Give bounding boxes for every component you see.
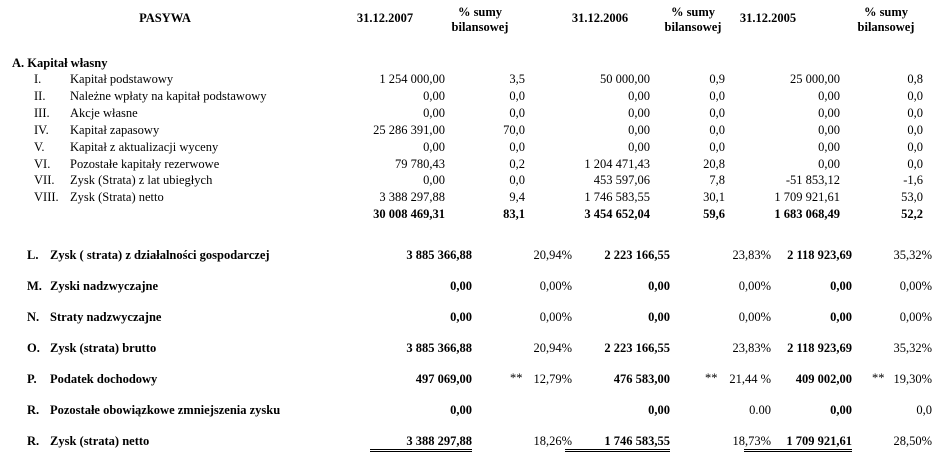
summary-value-2005: 0,00 — [830, 403, 852, 417]
summary-pct-2005: 35,32% — [893, 248, 932, 262]
summary-label: Zysk (strata) netto — [50, 434, 150, 448]
pct-2006: 0,0 — [709, 123, 725, 137]
header-title: PASYWA — [139, 11, 191, 25]
row-label: Kapitał zapasowy — [70, 123, 160, 137]
pct-2007: 9,4 — [509, 190, 525, 204]
summary-pct-2007: 0,00% — [539, 279, 572, 293]
summary-value-2006: 0,00 — [648, 279, 670, 293]
value-2007: 0,00 — [423, 173, 445, 187]
summary-pct-2007: 20,94% — [533, 248, 572, 262]
summary-value-2005: 0,00 — [830, 279, 852, 293]
total-value-2007: 30 008 469,31 — [373, 207, 445, 221]
total-value-2005: 1 683 068,49 — [774, 207, 840, 221]
pct-2005: 0,0 — [907, 123, 923, 137]
summary-value-2005: 2 118 923,69 — [787, 341, 852, 355]
pct-2006: 0,0 — [709, 89, 725, 103]
pct-2005: 0,8 — [907, 72, 923, 86]
row-label: Akcje własne — [70, 106, 138, 120]
header-pct-2007-line2: bilansowej — [451, 20, 509, 34]
header-date-2005: 31.12.2005 — [739, 11, 797, 25]
row-label: Zysk (Strata) z lat ubiegłych — [70, 173, 213, 187]
value-2005: 0,00 — [818, 106, 840, 120]
summary-pct-2007: 20,94% — [533, 341, 572, 355]
summary-value-2007: 497 069,00 — [415, 372, 472, 386]
summary-pct-2005: 35,32% — [893, 341, 932, 355]
header-pct-2006-line1: % sumy — [670, 5, 716, 19]
summary-pct-2007: 12,79% — [533, 372, 572, 386]
row-number: III. — [34, 106, 50, 120]
summary-letter: P. — [27, 372, 37, 386]
header-date-2006: 31.12.2006 — [571, 11, 629, 25]
value-2005: 0,00 — [818, 157, 840, 171]
pct-2006: 30,1 — [703, 190, 725, 204]
summary-value-2005: 409 002,00 — [795, 372, 852, 386]
value-2007: 79 780,43 — [395, 157, 445, 171]
pct-2006: 7,8 — [709, 173, 725, 187]
section-a-title: A. Kapitał własny — [12, 56, 108, 70]
row-number: IV. — [34, 123, 49, 137]
summary-pct-2005: 0,00% — [899, 279, 932, 293]
value-2007: 1 254 000,00 — [379, 72, 445, 86]
value-2006: 0,00 — [628, 89, 650, 103]
value-2007: 0,00 — [423, 106, 445, 120]
summary-pct-2005: 0,0 — [916, 403, 932, 417]
summary-pct-2006: 21,44 % — [729, 372, 771, 386]
pct-2006: 0,0 — [709, 140, 725, 154]
header-date-2007: 31.12.2007 — [356, 11, 414, 25]
asterisk-note-2006: ** — [705, 371, 718, 385]
summary-pct-2005: 19,30% — [893, 372, 932, 386]
summary-pct-2006: 18,73% — [732, 434, 771, 448]
value-2005: 1 709 921,61 — [774, 190, 840, 204]
summary-pct-2005: 28,50% — [893, 434, 932, 448]
total-value-2006: 3 454 652,04 — [584, 207, 650, 221]
value-2006: 0,00 — [628, 140, 650, 154]
row-number: VI. — [34, 157, 51, 171]
summary-letter: R. — [27, 434, 40, 448]
summary-value-2005: 0,00 — [830, 310, 852, 324]
header-pct-2005-line1: % sumy — [863, 5, 909, 19]
summary-letter: N. — [27, 310, 40, 324]
pct-2005: 0,0 — [907, 106, 923, 120]
summary-label: Podatek dochodowy — [50, 372, 158, 386]
summary-label: Zysk (strata) brutto — [50, 341, 157, 355]
summary-label: Zyski nadzwyczajne — [50, 279, 158, 293]
summary-label: Pozostałe obowiązkowe zmniejszenia zysku — [50, 403, 281, 417]
summary-value-2007: 3 885 366,88 — [406, 248, 472, 262]
pct-2006: 20,8 — [703, 157, 725, 171]
total-pct-2006: 59,6 — [703, 207, 725, 221]
pct-2005: 0,0 — [907, 157, 923, 171]
value-2006: 453 597,06 — [593, 173, 650, 187]
row-number: VII. — [34, 173, 55, 187]
value-2006: 1 204 471,43 — [584, 157, 650, 171]
total-pct-2007: 83,1 — [503, 207, 525, 221]
value-2007: 25 286 391,00 — [373, 123, 445, 137]
summary-value-2006: 1 746 583,55 — [565, 434, 670, 452]
summary-value-2005: 2 118 923,69 — [787, 248, 852, 262]
value-2006: 0,00 — [628, 123, 650, 137]
pct-2005: 0,0 — [907, 89, 923, 103]
summary-value-2006: 2 223 166,55 — [604, 341, 670, 355]
value-2005: 0,00 — [818, 89, 840, 103]
summary-letter: O. — [27, 341, 40, 355]
summary-pct-2006: 23,83% — [732, 341, 771, 355]
summary-value-2007: 3 885 366,88 — [406, 341, 472, 355]
pct-2007: 70,0 — [503, 123, 525, 137]
row-label: Pozostałe kapitały rezerwowe — [70, 157, 220, 171]
value-2006: 0,00 — [628, 106, 650, 120]
summary-label: Zysk ( strata) z działalności gospodarczej — [50, 248, 270, 262]
summary-value-2006: 0,00 — [648, 310, 670, 324]
summary-label: Straty nadzwyczajne — [50, 310, 162, 324]
row-number: I. — [34, 72, 42, 86]
value-2005: 25 000,00 — [790, 72, 840, 86]
pct-2007: 0,2 — [509, 157, 525, 171]
pct-2007: 0,0 — [509, 173, 525, 187]
total-pct-2005: 52,2 — [901, 207, 923, 221]
value-2005: -51 853,12 — [785, 173, 840, 187]
summary-value-2007: 0,00 — [450, 310, 472, 324]
value-2006: 1 746 583,55 — [584, 190, 650, 204]
pct-2005: 53,0 — [901, 190, 923, 204]
row-number: V. — [34, 140, 45, 154]
summary-pct-2007: 18,26% — [533, 434, 572, 448]
asterisk-note-2005: ** — [872, 371, 885, 385]
pct-2005: 0,0 — [907, 140, 923, 154]
row-number: II. — [34, 89, 46, 103]
value-2007: 0,00 — [423, 89, 445, 103]
pct-2005: -1,6 — [903, 173, 923, 187]
summary-letter: R. — [27, 403, 40, 417]
value-2005: 0,00 — [818, 123, 840, 137]
summary-pct-2007: 0,00% — [539, 310, 572, 324]
summary-pct-2005: 0,00% — [899, 310, 932, 324]
row-label: Należne wpłaty na kapitał podstawowy — [70, 89, 267, 103]
pct-2007: 3,5 — [509, 72, 525, 86]
value-2005: 0,00 — [818, 140, 840, 154]
summary-letter: L. — [27, 248, 39, 262]
row-label: Kapitał z aktualizacji wyceny — [70, 140, 219, 154]
summary-letter: M. — [27, 279, 42, 293]
value-2006: 50 000,00 — [600, 72, 650, 86]
summary-pct-2006: 23,83% — [732, 248, 771, 262]
pct-2007: 0,0 — [509, 106, 525, 120]
summary-pct-2006: 0,00% — [738, 279, 771, 293]
row-label: Kapitał podstawowy — [70, 72, 174, 86]
summary-value-2007: 0,00 — [450, 403, 472, 417]
summary-value-2006: 476 583,00 — [613, 372, 670, 386]
value-2007: 0,00 — [423, 140, 445, 154]
summary-value-2006: 0,00 — [648, 403, 670, 417]
row-label: Zysk (Strata) netto — [70, 190, 164, 204]
summary-value-2006: 2 223 166,55 — [604, 248, 670, 262]
value-2007: 3 388 297,88 — [379, 190, 445, 204]
header-pct-2006-line2: bilansowej — [664, 20, 722, 34]
summary-value-2005: 1 709 921,61 — [744, 434, 852, 452]
pct-2006: 0,0 — [709, 106, 725, 120]
pct-2006: 0,9 — [709, 72, 725, 86]
header-pct-2005-line2: bilansowej — [857, 20, 915, 34]
summary-pct-2006: 0,00% — [738, 310, 771, 324]
pct-2007: 0,0 — [509, 140, 525, 154]
pct-2007: 0,0 — [509, 89, 525, 103]
summary-value-2007: 0,00 — [450, 279, 472, 293]
summary-value-2007: 3 388 297,88 — [370, 434, 472, 452]
asterisk-note-2007: ** — [510, 371, 523, 385]
summary-pct-2006: 0.00 — [749, 403, 771, 417]
header-pct-2007-line1: % sumy — [457, 5, 503, 19]
row-number: VIII. — [34, 190, 59, 204]
